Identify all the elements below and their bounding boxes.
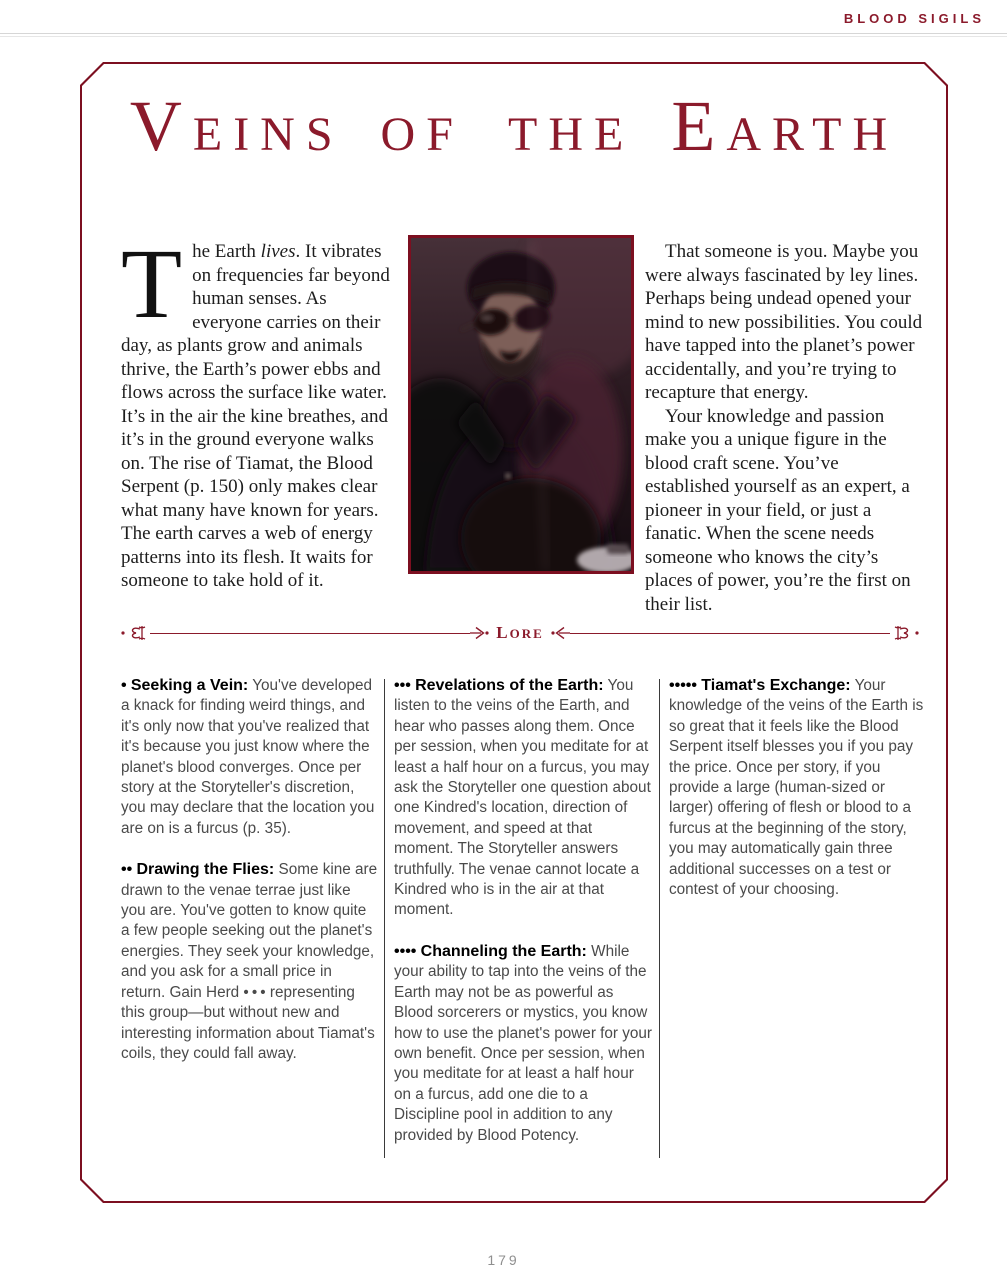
title-initial: V [129, 86, 193, 166]
lore-divider [120, 620, 920, 646]
power-name: Channeling the Earth: [420, 942, 587, 960]
lore-column-1 [121, 676, 379, 1085]
drop-cap: T [121, 228, 183, 339]
power-channeling-the-earth [394, 942, 652, 1146]
power-drawing-the-flies [121, 860, 379, 1064]
title-word: OF THE [380, 108, 635, 161]
power-text: You listen to the veins of the Earth, and hear who passes along them. Once per session, when you meditate for at least a half hour on a furcus, you may ask the Storyteller one question about one Kindred's location, direction of movement, and speed at that moment. The Storyteller answers truthfully. The venae cannot locate a Kindred who is in the air at that moment. [394, 677, 651, 919]
power-text: Your knowledge of the veins of the Earth is so great that it feels like the Blood Serpent itself blesses you if you pay the price. Once per story, if you provide a large (human-sized or larger) offering of flesh or blood to a furcus at the beginning of the story, you may automatically gain three additional successes on a test or contest of your choosing. [669, 677, 924, 899]
power-text: Some kine are drawn to the venae terrae just like you are. You've gotten to know quite a few people seeking out the planet's energies. They seek your knowledge, and you ask for a small price in return. Gain Herd • • • representing this group—but without new and interesting information about Tiamat's coils, they could fall away. [121, 861, 378, 1062]
lore-label-initial: L [496, 623, 510, 642]
intro-left-text: . It vibrates on frequencies far beyond human senses. As everyone carries on their day, as plants grow and animals thrive, the Earth’s power ebbs and flows across the surface like water. It’s in the air the kine breathes, and it’s in the ground everyone walks on. The rise of Tiamat, the Blood Serpent (p. 150) only makes clear what many have known for years. The earth carves a web of energy patterns into its flesh. It waits for someone to take hold of it. [121, 241, 390, 591]
divider-arrow-left-icon [550, 626, 570, 640]
power-dots: ••• [394, 677, 411, 694]
power-dots: ••••• [669, 677, 698, 694]
column-divider-2 [659, 679, 660, 1158]
power-name: Seeking a Vein: [130, 677, 249, 694]
title-word: EINS [192, 108, 344, 161]
column-divider-1 [384, 679, 385, 1158]
lore-column-3 [669, 676, 927, 921]
intro-right-para-1: That someone is you. Maybe you were always fascinated by ley lines. Perhaps being undead opened your mind to new possibilities. You could have tapped into the planet’s power accidentally, and you’re trying to recapture that energy. [645, 241, 923, 403]
power-dots: • [121, 677, 127, 694]
power-name: Revelations of the Earth: [415, 677, 604, 694]
power-dots: •••• [394, 942, 417, 960]
lore-column-2 [394, 676, 652, 1167]
page-number: 179 [487, 1252, 520, 1268]
title-word: ARTH [726, 108, 899, 161]
power-text: You've developed a knack for finding weird things, and it's only now that you've realized that it's because you just know where the planet's blood converges. Once per story at the Storyteller's discretion, you may declare that the location you are on is a furcus (p. 35). [121, 677, 375, 837]
lore-label [496, 623, 544, 643]
intro-left-text: he Earth [192, 241, 261, 262]
portrait-art [411, 238, 631, 571]
portrait-image [408, 235, 634, 574]
intro-right-para-2: Your knowledge and passion make you a unique figure in the blood craft scene. You’ve established yourself as an expert, a pioneer in your field, or just a fanatic. When the scene needs someone who knows the city’s places of power, you’re the first on their list. [645, 405, 911, 615]
divider-ornament-left-icon [120, 624, 150, 642]
power-name: Drawing the Flies: [136, 861, 275, 879]
power-text: While your ability to tap into the veins of the Earth may not be as powerful as Blood sorcerers or mystics, you know how to use the planet's power for your own benefit. Once per session, when you meditate for at least a half hour on a furcus, add one die to a Discipline pool in addition to any provided by Blood Potency. [394, 942, 653, 1144]
power-name: Tiamat's Exchange: [701, 677, 851, 694]
title-initial: E [671, 86, 727, 166]
lore-label-rest: ORE [509, 626, 544, 641]
intro-left-column [121, 228, 395, 593]
header-rule [0, 33, 1007, 37]
divider-ornament-right-icon [890, 624, 920, 642]
running-header: BLOOD SIGILS [843, 11, 985, 26]
power-seeking-a-vein [121, 676, 379, 839]
divider-arrow-right-icon [470, 626, 490, 640]
power-revelations-of-the-earth [394, 676, 652, 921]
divider-line-left [150, 633, 470, 634]
power-dots: •• [121, 861, 133, 879]
power-tiamats-exchange [669, 676, 927, 900]
intro-left-italic: lives [260, 241, 296, 262]
intro-right-column [645, 240, 923, 616]
divider-line-right [570, 633, 890, 634]
page-title [80, 86, 948, 186]
